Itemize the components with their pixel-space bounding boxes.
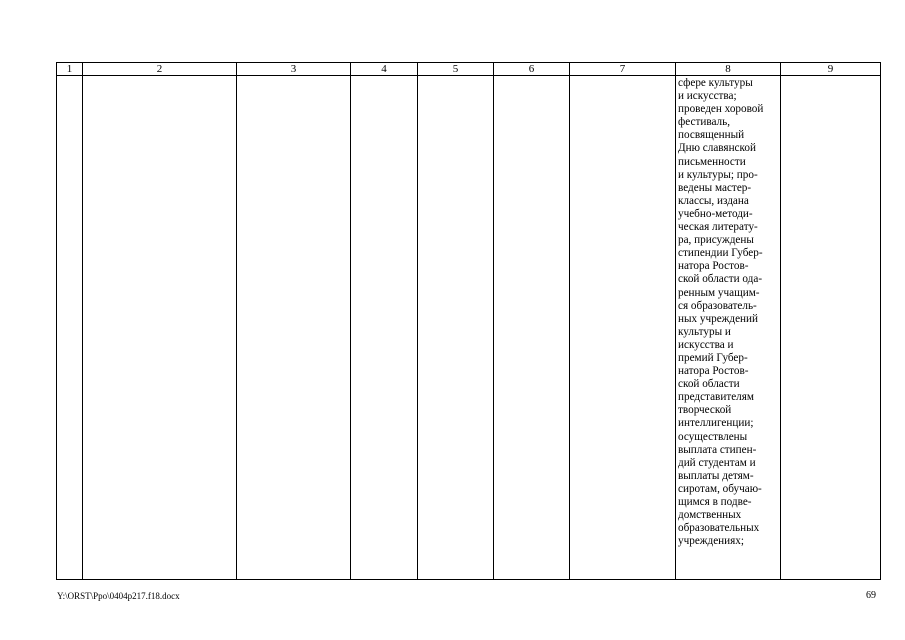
table-cell-col3 [237,76,351,580]
table-cell-col6 [494,76,570,580]
footer-file-path: Y:\ORST\Ppo\0404p217.f18.docx [57,591,180,601]
column-header-4: 4 [351,63,418,76]
column-header-2: 2 [83,63,237,76]
column-header-8: 8 [676,63,781,76]
header-row [57,63,881,76]
table-cell-col9 [781,76,881,580]
data-table [56,62,881,580]
table-cell-col5 [418,76,494,580]
column-header-9: 9 [781,63,881,76]
table-row [57,76,881,580]
table-cell-col2 [83,76,237,580]
column-header-7: 7 [570,63,676,76]
table-cell-col7 [570,76,676,580]
cell-text-description: сфере культуры и искусства; проведен хоровой фестиваль, посвященный Дню славянской письменности и культуры; про- ведены мастер- классы, издана учебно-методи- ческая литерату- ра, присуждены стипендии Губер- натора Ростов- ской области ода- ренным учащим- ся образователь- ных учреждений культуры и искусства и премий Губер- натора Ростов- ской области представителям творческой интеллигенции; осуществлены выплата стипен- дий студентам и выплаты детям- сиротам, обучаю- щимся в подве- домственных образовательных учреждениях; [678,77,764,548]
column-header-6: 6 [494,63,570,76]
table-cell-col4 [351,76,418,580]
footer-page-number: 69 [866,590,876,601]
column-header-5: 5 [418,63,494,76]
table-cell-col1 [57,76,83,580]
column-header-3: 3 [237,63,351,76]
table-cell-col8 [676,76,781,580]
column-header-1: 1 [57,63,83,76]
